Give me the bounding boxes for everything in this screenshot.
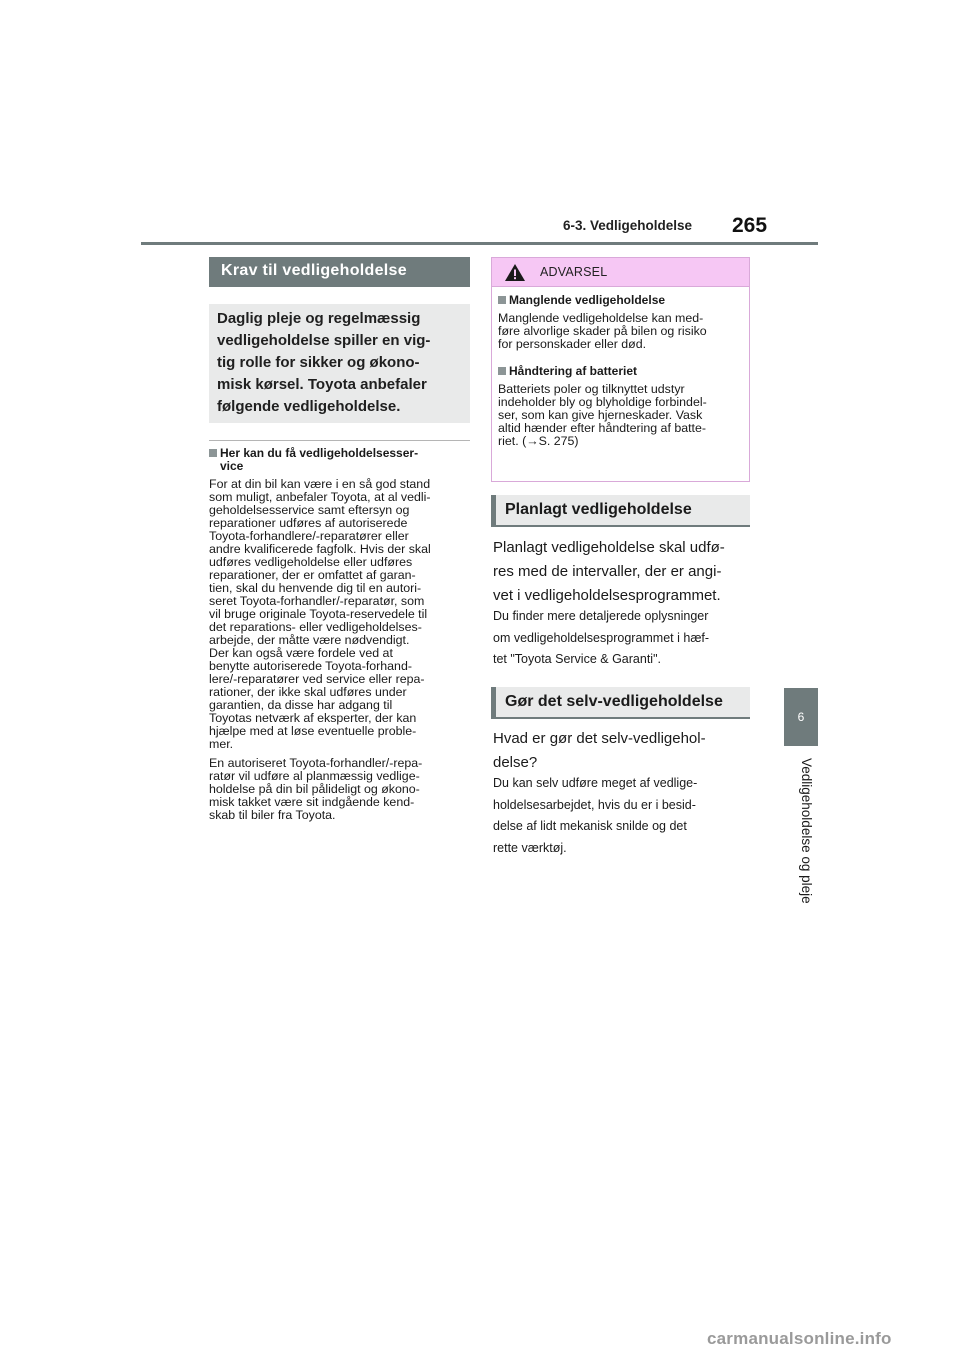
text-line: andre kvalificerede fagfolk. Hvis der skal	[209, 542, 431, 556]
text-line: seret Toyota-forhandler/-reparatør, som	[209, 594, 425, 608]
text-line: holdelse på din bil pålideligt og økono-	[209, 782, 420, 796]
square-bullet-icon	[498, 296, 506, 304]
text-line: rette værktøj.	[493, 840, 567, 855]
warning-subheading-2	[498, 365, 743, 378]
text-line: Batteriets poler og tilknyttet udstyr	[498, 382, 685, 396]
warning-triangle-icon	[504, 263, 526, 282]
text-line: altid hænder efter håndtering af batte-	[498, 421, 707, 435]
subheading-text: Håndtering af batteriet	[509, 364, 638, 378]
text-line: reparationer, der er omfattet af garan-	[209, 568, 416, 582]
text-line: som muligt, anbefaler Toyota, at al vedli-	[209, 490, 431, 504]
text-line: delse af lidt mekanisk snilde og det	[493, 819, 687, 833]
subheading-line: Her kan du få vedligeholdelsesser-	[220, 446, 419, 460]
text-line: om vedligeholdelsesprogrammet i hæf-	[493, 630, 710, 645]
text-line: geholdelsesservice samt eftersyn og	[209, 503, 410, 517]
square-bullet-icon	[498, 367, 506, 375]
service-subheading	[209, 447, 470, 473]
intro-line: misk kørsel. Toyota anbefaler	[217, 376, 427, 393]
text-line: føre alvorlige skader på bilen og risiko	[498, 324, 707, 338]
chapter-label: Vedligeholdelse og pleje	[799, 758, 814, 904]
service-paragraph-1	[209, 478, 470, 751]
warning-header	[492, 258, 749, 287]
text-line: udføres vedligeholdelse eller udføres	[209, 555, 413, 569]
text-line: delse?	[493, 754, 538, 771]
diy-lead	[493, 727, 755, 775]
intro-line: følgende vedligeholdelse.	[217, 398, 401, 415]
warning-paragraph-2	[498, 383, 743, 448]
section-title: 6-3. Vedligeholdelse	[563, 218, 693, 233]
text-line: tien, skal du henvende dig til en autori-	[209, 581, 422, 595]
text-line: benytte autoriserede Toyota-forhand-	[209, 659, 412, 673]
planned-lead	[493, 536, 755, 608]
text-line: For at din bil kan være i en så god stand	[209, 477, 431, 491]
text-line: lere/-reparatører ved service eller repa-	[209, 672, 425, 686]
intro-line: vedligeholdelse spiller en vig-	[217, 332, 431, 349]
page-number: 265	[732, 214, 768, 237]
text-line: rationer, der ikke skal udføres under	[209, 685, 407, 699]
intro-line: tig rolle for sikker og økono-	[217, 354, 420, 371]
text-line: arbejde, der måtte være nødvendigt.	[209, 633, 410, 647]
text-line: Du finder mere detaljerede oplysninger	[493, 609, 709, 623]
warning-paragraph-1	[498, 312, 743, 351]
text-line: tet "Toyota Service & Garanti".	[493, 652, 661, 666]
warning-title: ADVARSEL	[540, 265, 608, 279]
warning-box	[491, 257, 750, 482]
intro-box	[209, 304, 470, 423]
subheading-text: Manglende vedligeholdelse	[509, 293, 666, 307]
text-line: En autoriseret Toyota-forhandler/-repa-	[209, 756, 423, 770]
text-line: det reparations- eller vedligeholdelses-	[209, 620, 422, 634]
diy-maintenance-heading: Gør det selv-vedligeholdelse	[491, 687, 750, 719]
text-line: ratør vil udføre al planmæssig vedlige-	[209, 769, 420, 783]
text-line: mer.	[209, 737, 234, 751]
square-bullet-icon	[209, 449, 217, 457]
text-line: indeholder bly og blyholdige forbindel-	[498, 395, 707, 409]
header-divider	[141, 242, 818, 245]
text-line: hjælpe med at løse eventuelle proble-	[209, 724, 417, 738]
subheading-line: vice	[220, 459, 244, 473]
warning-body	[492, 287, 749, 448]
text-line: Der kan også være fordele ved at	[209, 646, 393, 660]
text-line: holdelsesarbejdet, hvis du er i besid-	[493, 797, 696, 812]
watermark: carmanualsonline.info	[707, 1329, 892, 1348]
warning-subheading-1	[498, 294, 743, 307]
service-paragraph-2	[209, 757, 470, 822]
text-line: vet i vedligeholdelsesprogrammet.	[493, 587, 721, 604]
chapter-number: 6	[797, 710, 805, 724]
intro-line: Daglig pleje og regelmæssig	[217, 310, 421, 327]
text-line: riet. (→S. 275)	[498, 434, 579, 448]
planned-detail	[493, 606, 755, 671]
text-line: Toyotas netværk af eksperter, der kan	[209, 711, 417, 725]
text-line: garantien, da disse har adgang til	[209, 698, 393, 712]
text-line: reparationer udføres af autoriserede	[209, 516, 408, 530]
text-line: skab til biler fra Toyota.	[209, 808, 336, 822]
left-column	[209, 257, 470, 822]
text-line: Planlagt vedligeholdelse skal udfø-	[493, 539, 725, 556]
planned-maintenance-heading: Planlagt vedligeholdelse	[491, 495, 750, 527]
text-line: ser, som kan give hjerneskader. Vask	[498, 408, 703, 422]
text-line: Toyota-forhandlere/-reparatører eller	[209, 529, 409, 543]
text-line: Hvad er gør det selv-vedligehol-	[493, 730, 706, 747]
diy-detail	[493, 773, 755, 859]
text-line: Du kan selv udføre meget af vedlige-	[493, 776, 698, 790]
text-line: for personskader eller død.	[498, 337, 647, 351]
text-line: Manglende vedligeholdelse kan med-	[498, 311, 704, 325]
separator	[209, 440, 470, 441]
text-line: vil bruge originale Toyota-reservedele til	[209, 607, 428, 621]
main-title: Krav til vedligeholdelse	[209, 257, 470, 287]
text-line: misk takket være sit indgående kend-	[209, 795, 415, 809]
text-line: res med de intervaller, der er angi-	[493, 563, 722, 580]
